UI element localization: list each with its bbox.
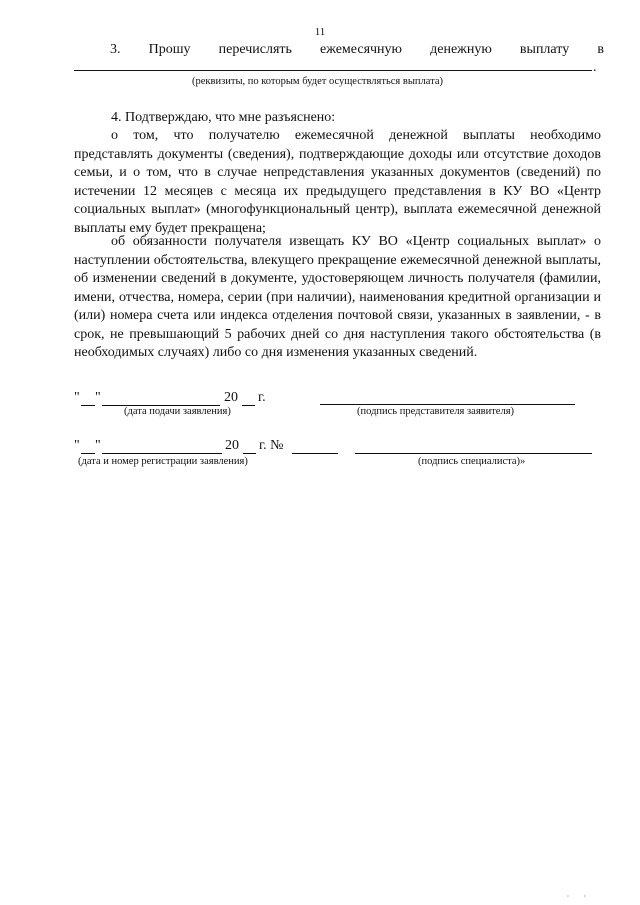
day-blank-1[interactable] bbox=[81, 405, 95, 406]
item4-paragraph-1: о том, что получателю ежемесячной денежной выплаты необходимо представлять документы (сведения), подтверждающие доходы или отсутствие доходов семьи, и о том, что в случае непредставления указанных документов (сведений) по истечении 12 месяцев с месяца их предыдущего представления в КУ ВО «Центр социальных выплат» (многофункциональный центр), выплата ежемесячной денежной выплаты ему будет прекращена; bbox=[74, 128, 601, 236]
page-number: 11 bbox=[314, 26, 326, 38]
date-quote-open-1: " bbox=[74, 390, 80, 405]
requisites-line-end: . bbox=[593, 60, 597, 75]
requisites-blank-line[interactable] bbox=[74, 70, 592, 71]
date-quote-open-2: " bbox=[74, 438, 80, 453]
item3-number: 3. bbox=[110, 42, 121, 57]
date-quote-close-1: " bbox=[95, 390, 101, 405]
item3-line bbox=[74, 42, 604, 58]
item3-word-2: перечислять bbox=[218, 42, 292, 57]
registration-number-blank[interactable] bbox=[292, 453, 338, 454]
requisites-caption: (реквизиты, по которым будет осуществляться выплата) bbox=[192, 76, 443, 87]
item3-word-3: ежемесячную bbox=[320, 42, 402, 57]
item3-word-5: выплату bbox=[519, 42, 570, 57]
day-blank-2[interactable] bbox=[81, 453, 95, 454]
date-caption-1: (дата подачи заявления) bbox=[124, 406, 231, 417]
year-prefix-2: 20 bbox=[225, 438, 239, 453]
representative-signature-caption: (подпись представителя заявителя) bbox=[357, 406, 515, 417]
item3-word-4: денежную bbox=[430, 42, 492, 57]
scan-corner-marks: · · bbox=[566, 892, 592, 901]
year-suffix-2: г. № bbox=[259, 438, 284, 453]
item3-word-6: в bbox=[597, 42, 604, 57]
month-blank-2[interactable] bbox=[102, 453, 222, 454]
specialist-signature-caption: (подпись специалиста)» bbox=[418, 456, 526, 467]
year-suffix-1: г. bbox=[258, 390, 266, 405]
date-caption-2: (дата и номер регистрации заявления) bbox=[78, 456, 248, 467]
item3-word-1: Прошу bbox=[148, 42, 191, 57]
year-blank-1[interactable] bbox=[242, 405, 255, 406]
specialist-signature-line[interactable] bbox=[355, 453, 592, 454]
year-prefix-1: 20 bbox=[224, 390, 238, 405]
date-quote-close-2: " bbox=[95, 438, 101, 453]
item4-paragraph-2: об обязанности получателя извещать КУ ВО «Центр социальных выплат» о наступлении обстоятельства, влекущего прекращение ежемесячной денежной выплаты, об изменении сведений в документе, удостоверяющем личность получателя (фамилии, имени, отчества, номера, серии (при наличии), наименования кредитной организации и (или) номера счета или индекса отделения почтовой связи, указанных в заявлении, - в срок, не превышающий 5 рабочих дней со дня наступления такого обстоятельства (в необходимых случаях) либо со дня изменения указанных сведений. bbox=[74, 234, 601, 360]
representative-signature-line[interactable] bbox=[320, 404, 575, 405]
item4-title: 4. Подтверждаю, что мне разъяснено: bbox=[111, 110, 336, 125]
year-blank-2[interactable] bbox=[243, 453, 256, 454]
